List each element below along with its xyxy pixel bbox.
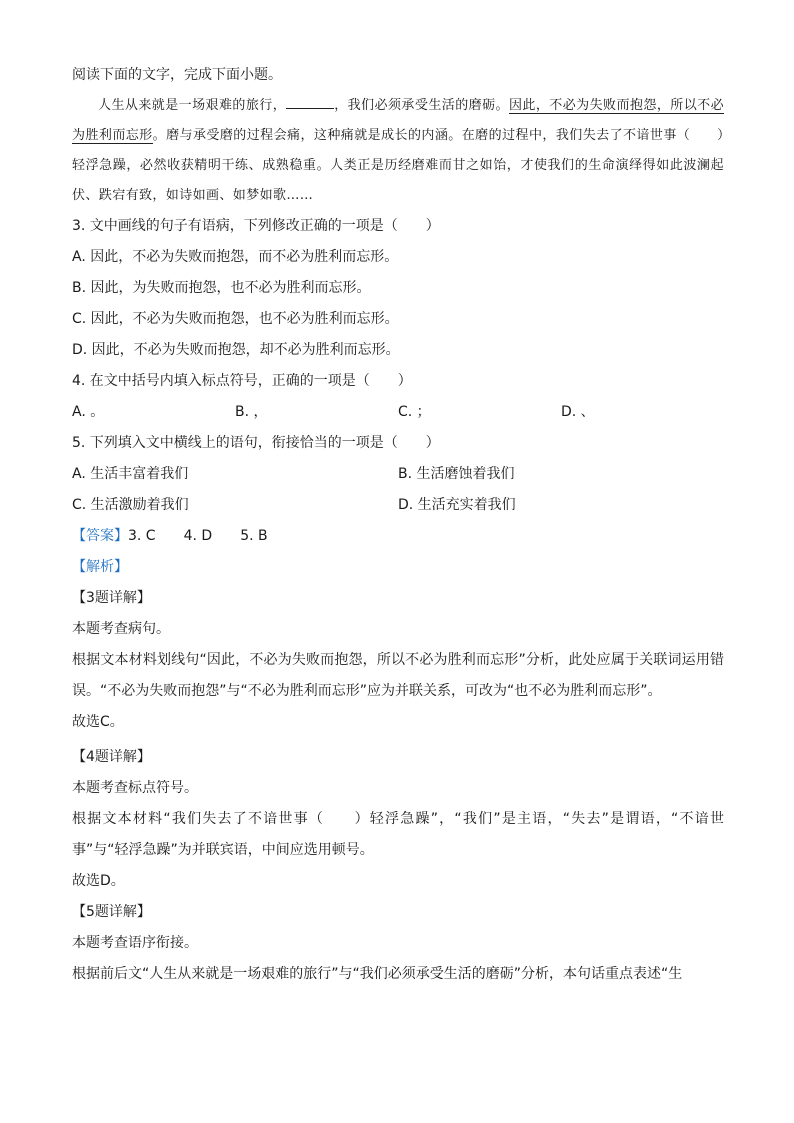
question-3-option-c: C. 因此，不必为失败而抱怨，也不必为胜利而忘形。 — [72, 311, 399, 327]
analysis-tag: 【解析】 — [72, 559, 128, 575]
detail-3-title: 【3题详解】 — [72, 590, 151, 606]
detail-4-body: 根据文本材料“我们失去了不谙世事（ ）轻浮急躁”，“我们”是主语，“失去”是谓语，“不谙世事”与“轻浮急躁”为并联宾语，中间应选用顿号。 — [72, 811, 724, 858]
question-3-option-b: B. 因此，为失败而抱怨，也不必为胜利而忘形。 — [72, 280, 371, 296]
detail-3-body: 根据文本材料划线句“因此，不必为失败而抱怨，所以不必为胜利而忘形”分析，此处应属于关联词运用错误。“不必为失败而抱怨”与“不必为胜利而忘形”应为并联关系，可改为“也不必为胜利而忘形”。 — [72, 652, 724, 699]
passage-part-3: 。磨与承受磨的过程会痛，这种痛就是成长的内涵。在磨的过程中，我们失去了不谙世事（ ）轻浮急躁，必然收获精明干练、成熟稳重。人类正是历经磨难而甘之如饴，才使我们的生命演绎得如此波澜起伏、跌宕有致，如诗如画、如梦如歌…… — [72, 128, 724, 203]
question-5-option-b: B. 生活磨蚀着我们 — [398, 466, 515, 482]
question-5-option-a: A. 生活丰富着我们 — [72, 466, 189, 482]
detail-4-title: 【4题详解】 — [72, 749, 151, 765]
question-5-option-d: D. 生活充实着我们 — [398, 497, 516, 513]
passage-part-2: ，我们必须承受生活的磨砺。 — [334, 98, 509, 113]
question-5-options-row-1 — [72, 459, 724, 490]
detail-3-conclusion: 故选C。 — [72, 714, 124, 730]
passage-part-1: 人生从来就是一场艰难的旅行， — [98, 98, 287, 113]
question-4-stem: 4. 在文中括号内填入标点符号，正确的一项是（ ） — [72, 373, 412, 389]
question-5-option-c: C. 生活激励着我们 — [72, 497, 189, 513]
document-page — [72, 60, 724, 990]
question-4-option-b: B. ， — [235, 404, 268, 420]
question-4-option-c: C. ； — [398, 404, 431, 420]
question-3-option-d: D. 因此，不必为失败而抱怨，却不必为胜利而忘形。 — [72, 342, 400, 358]
detail-4-conclusion: 故选D。 — [72, 873, 125, 889]
question-4-option-a: A. 。 — [72, 404, 105, 420]
answer-line — [72, 521, 724, 552]
answer-5: 5. B — [240, 528, 268, 544]
question-5-options-row-2 — [72, 490, 724, 521]
detail-5-title: 【5题详解】 — [72, 904, 151, 920]
detail-5-topic: 本题考查语序衔接。 — [72, 935, 198, 951]
detail-4-topic: 本题考查标点符号。 — [72, 780, 198, 796]
passage-blank — [286, 94, 334, 109]
question-4-option-d: D. 、 — [561, 404, 595, 420]
detail-5-body: 根据前后文“人生从来就是一场艰难的旅行”与“我们必须承受生活的磨砺”分析，本句话重点表述“生 — [72, 966, 683, 982]
reading-passage — [72, 91, 724, 211]
question-3-stem: 3. 文中画线的句子有语病，下列修改正确的一项是（ ） — [72, 218, 440, 234]
answer-3: 3. C — [128, 528, 156, 544]
reading-instruction: 阅读下面的文字，完成下面小题。 — [72, 67, 282, 83]
answer-4: 4. D — [183, 528, 213, 544]
answer-tag: 【答案】 — [72, 528, 128, 544]
question-5-stem: 5. 下列填入文中横线上的语句，衔接恰当的一项是（ ） — [72, 435, 440, 451]
passage-underlined-sentence: 因此，不必为失败而抱怨，所以不必为胜利而忘形 — [72, 98, 724, 143]
question-3-option-a: A. 因此，不必为失败而抱怨，而不必为胜利而忘形。 — [72, 249, 399, 265]
detail-3-topic: 本题考查病句。 — [72, 621, 170, 637]
question-4-options — [72, 397, 724, 428]
